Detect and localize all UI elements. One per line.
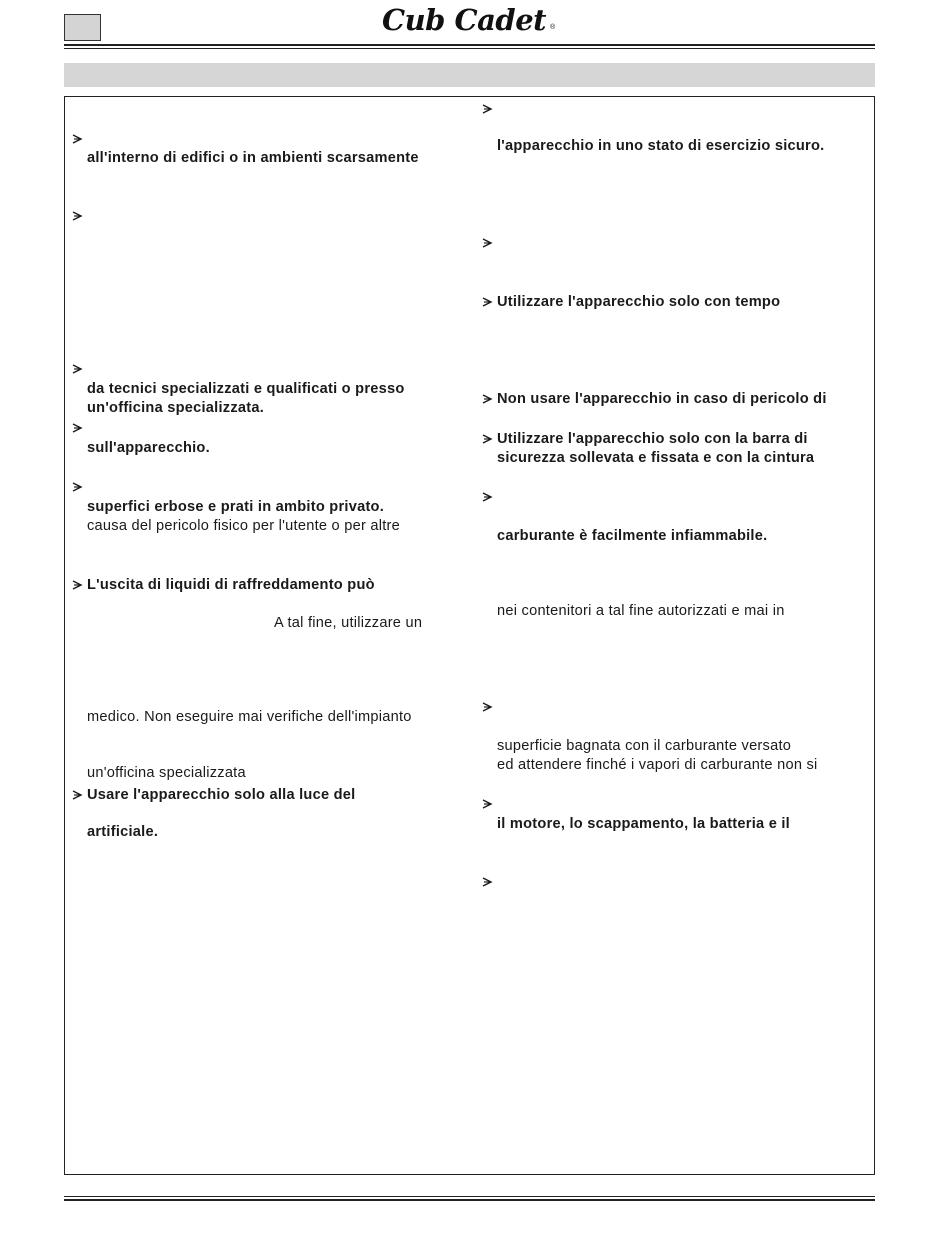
- left-text-line: superfici erbose e prati in ambito privato.: [87, 499, 385, 515]
- left-text-line: all'interno di edifici o in ambienti scarsamente: [87, 150, 419, 166]
- arrowhead-bullet-icon: [71, 481, 83, 493]
- safety-instructions-box: [64, 96, 875, 1175]
- right-text-line: Utilizzare l'apparecchio solo con la barra di: [497, 431, 808, 447]
- right-text-line: l'apparecchio in uno stato di esercizio sicuro.: [497, 138, 825, 154]
- arrowhead-bullet-icon: [481, 296, 493, 308]
- arrowhead-bullet-icon: [71, 363, 83, 375]
- right-text-line: carburante è facilmente infiammabile.: [497, 528, 768, 544]
- right-text-line: ed attendere finché i vapori di carburante non si: [497, 757, 818, 773]
- footer-rule-thin: [64, 1196, 875, 1197]
- page-number-box: [64, 14, 101, 41]
- left-text-line: L'uscita di liquidi di raffreddamento può: [87, 577, 375, 593]
- svg-text:Cub Cadet: Cub Cadet: [382, 3, 547, 37]
- left-text-line: causa del pericolo fisico per l'utente o per altre: [87, 518, 401, 534]
- right-text-line: Utilizzare l'apparecchio solo con tempo: [497, 294, 781, 310]
- right-text-line: Non usare l'apparecchio in caso di pericolo di: [497, 391, 827, 407]
- left-text-line: un'officina specializzata: [87, 765, 246, 781]
- header-rule-thin: [64, 48, 875, 49]
- arrowhead-bullet-icon: [71, 789, 83, 801]
- arrowhead-bullet-icon: [481, 491, 493, 503]
- arrowhead-bullet-icon: [481, 876, 493, 888]
- left-text-line: A tal fine, utilizzare un: [274, 615, 423, 631]
- left-text-line: un'officina specializzata.: [87, 400, 265, 416]
- left-text-line: sull'apparecchio.: [87, 440, 210, 456]
- arrowhead-bullet-icon: [481, 103, 493, 115]
- arrowhead-bullet-icon: [481, 237, 493, 249]
- header-rule-thick: [64, 44, 875, 46]
- arrowhead-bullet-icon: [71, 422, 83, 434]
- arrowhead-bullet-icon: [71, 579, 83, 591]
- left-text-line: Usare l'apparecchio solo alla luce del: [87, 787, 356, 803]
- right-text-line: sicurezza sollevata e fissata e con la cintura: [497, 450, 815, 466]
- left-text-line: medico. Non eseguire mai verifiche dell'impianto: [87, 709, 412, 725]
- right-text-line: superficie bagnata con il carburante versato: [497, 738, 792, 754]
- arrowhead-bullet-icon: [481, 701, 493, 713]
- arrowhead-bullet-icon: [481, 433, 493, 445]
- arrowhead-bullet-icon: [481, 393, 493, 405]
- right-text-line: il motore, lo scappamento, la batteria e il: [497, 816, 790, 832]
- arrowhead-bullet-icon: [481, 798, 493, 810]
- left-text-line: artificiale.: [87, 824, 159, 840]
- footer-rule-thick: [64, 1199, 875, 1201]
- cub-cadet-logo: [378, 0, 578, 40]
- svg-text:®: ®: [550, 24, 556, 31]
- arrowhead-bullet-icon: [71, 133, 83, 145]
- section-title-bar: [64, 63, 875, 87]
- left-text-line: da tecnici specializzati e qualificati o presso: [87, 381, 405, 397]
- right-text-line: nei contenitori a tal fine autorizzati e mai in: [497, 603, 785, 619]
- arrowhead-bullet-icon: [71, 210, 83, 222]
